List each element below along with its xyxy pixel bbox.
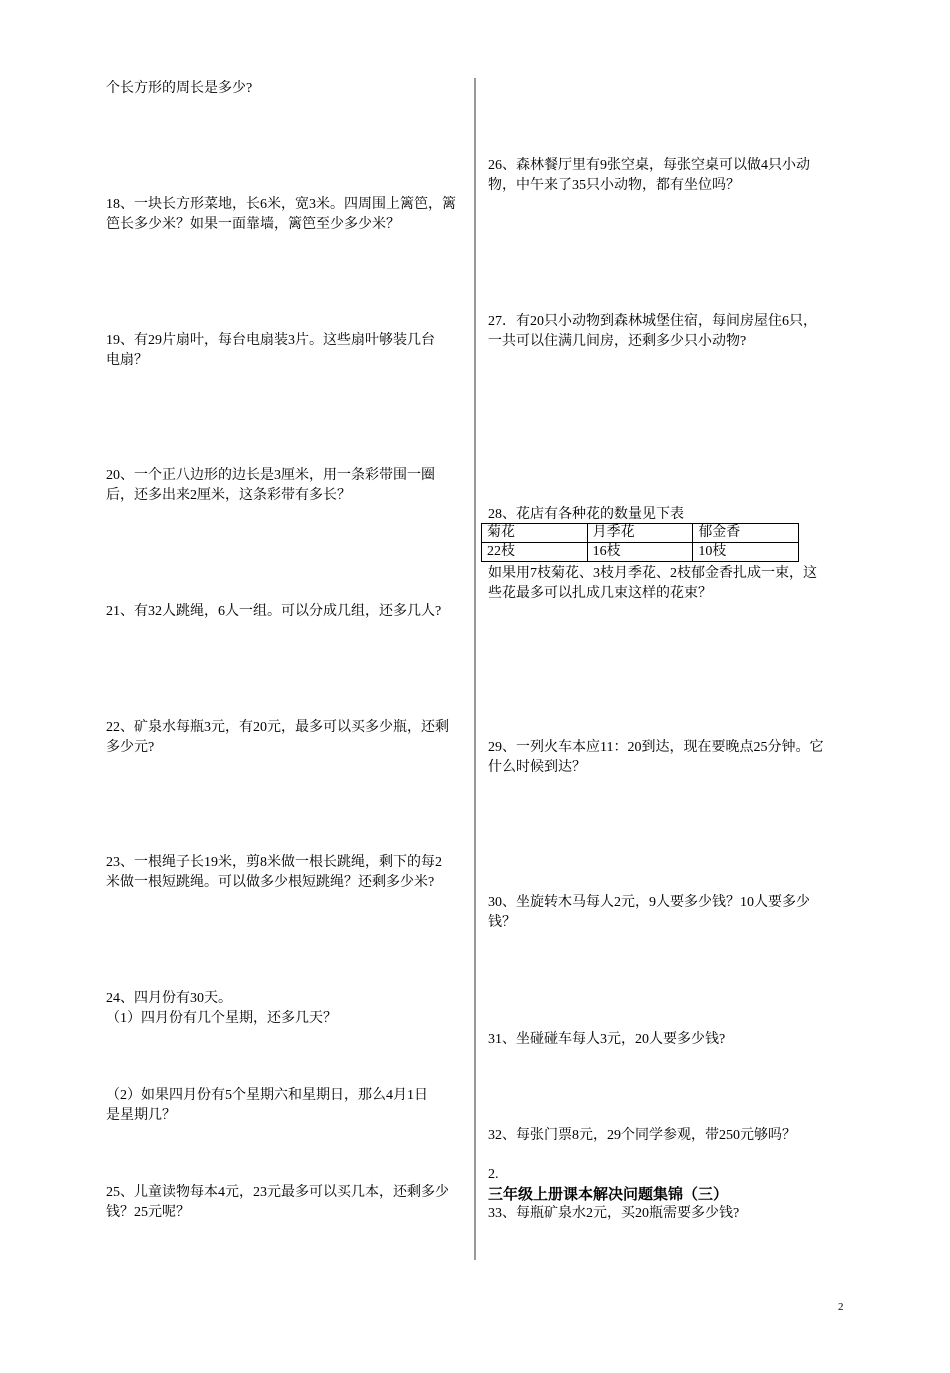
question-24-line-2: （1）四月份有几个星期，还多几天？ <box>106 1011 337 1026</box>
table-header-cell: 月季花 <box>587 524 693 543</box>
question-28-line-1: 如果用7枝菊花、3枝月季花、2枝郁金香扎成一束，这 <box>488 566 817 581</box>
question-25-line-2: 钱？25元呢？ <box>106 1205 190 1220</box>
column-divider <box>474 78 476 1260</box>
question-27-line-2: 一共可以住满几间房，还剩多少只小动物? <box>488 334 747 349</box>
question-30-line-2: 钱？ <box>488 915 516 930</box>
question-19-line-2: 电扇？ <box>106 353 148 368</box>
question-22-line-2: 多少元? <box>106 740 155 755</box>
question-25-line-1: 25、儿童读物每本4元，23元最多可以买几本，还剩多少 <box>106 1185 449 1200</box>
question-23-line-1: 23、一根绳子长19米，剪8米做一根长跳绳，剩下的每2 <box>106 855 442 870</box>
question-28-line-2: 些花最多可以扎成几束这样的花束？ <box>488 586 712 601</box>
list-marker: 2. <box>488 1167 499 1182</box>
question-29-line-1: 29、一列火车本应11：20到达，现在要晚点25分钟。它 <box>488 740 824 755</box>
question-27-line-1: 27．有20只小动物到森林城堡住宿，每间房屋住6只， <box>488 314 817 329</box>
table-header-row <box>482 524 799 543</box>
question-19-line-1: 19、有29片扇叶，每台电扇装3片。这些扇叶够装几台 <box>106 333 435 348</box>
table-cell: 10枝 <box>693 543 799 562</box>
page-number: 2 <box>838 1301 844 1313</box>
section-title: 三年级上册课本解决问题集锦（三） <box>488 1185 729 1203</box>
question-23-line-2: 米做一根短跳绳。可以做多少根短跳绳？还剩多少米? <box>106 875 435 890</box>
question-24b-line-1: （2）如果四月份有5个星期六和星期日，那么4月1日 <box>106 1088 428 1103</box>
table-header-cell: 菊花 <box>482 524 588 543</box>
table-cell: 22枝 <box>482 543 588 562</box>
question-20-line-1: 20、一个正八边形的边长是3厘米，用一条彩带围一圈 <box>106 468 435 483</box>
question-28-title: 28、花店有各种花的数量见下表 <box>488 507 684 522</box>
question-20-line-2: 后，还多出来2厘米，这条彩带有多长？ <box>106 488 351 503</box>
table-row <box>482 543 799 562</box>
question-32: 32、每张门票8元，29个同学参观，带250元够吗？ <box>488 1128 796 1143</box>
question-33: 33、每瓶矿泉水2元，买20瓶需要多少钱? <box>488 1206 740 1221</box>
question-18-line-1: 18、一块长方形菜地，长6米，宽3米。四周围上篱笆，篱 <box>106 197 456 212</box>
question-21: 21、有32人跳绳，6人一组。可以分成几组，还多几人? <box>106 604 442 619</box>
flower-count-table <box>481 523 799 562</box>
question-18-line-2: 笆长多少米？如果一面靠墙，篱笆至少多少米？ <box>106 217 400 232</box>
question-29-line-2: 什么时候到达？ <box>488 760 586 775</box>
question-24b-line-2: 是星期几？ <box>106 1108 176 1123</box>
question-24-line-1: 24、四月份有30天。 <box>106 991 232 1006</box>
table-header-cell: 郁金香 <box>693 524 799 543</box>
question-26-line-1: 26、森林餐厅里有9张空桌，每张空桌可以做4只小动 <box>488 158 810 173</box>
question-22-line-1: 22、矿泉水每瓶3元，有20元，最多可以买多少瓶，还剩 <box>106 720 449 735</box>
question-26-line-2: 物，中午来了35只小动物，都有坐位吗？ <box>488 178 740 193</box>
question-17-tail: 个长方形的周长是多少? <box>106 81 253 96</box>
table-cell: 16枝 <box>587 543 693 562</box>
question-30-line-1: 30、坐旋转木马每人2元，9人要多少钱？10人要多少 <box>488 895 810 910</box>
question-31: 31、坐碰碰车每人3元，20人要多少钱? <box>488 1032 726 1047</box>
